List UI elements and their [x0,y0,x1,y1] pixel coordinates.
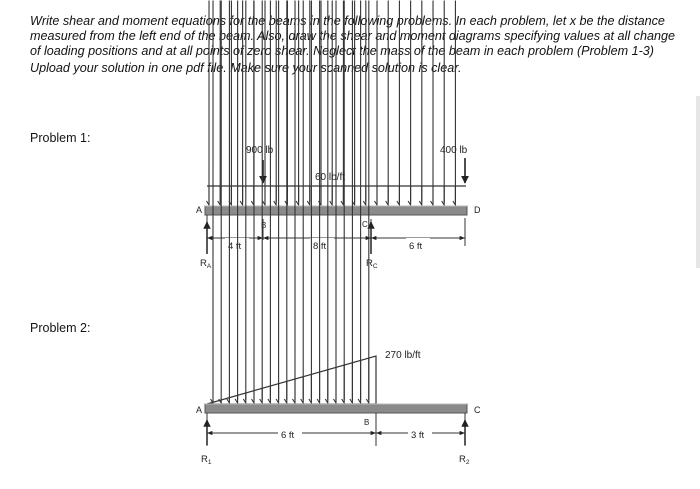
problem-2-diagram [196,1,481,467]
p1-distributed-load-label: 60 lb/ft [315,172,346,183]
problem-1-label: Problem 1: [30,131,91,145]
problem-1-diagram [196,1,481,271]
p1-dim-ab: 4 ft [228,241,242,252]
p1-load-arrow-head [251,1,254,206]
p1-load-arrow-head [240,1,243,206]
p1-load-arrow-head [363,1,366,206]
p2-reaction-2-label: $R_2$ [459,454,470,466]
p2-load-arrow-head [235,1,238,404]
p2-load-arrow-head [293,1,296,404]
p1-load-arrow-head [386,1,389,206]
p2-beam [205,404,467,413]
p2-load-arrow-head [334,1,337,404]
p1-load-arrow-head [296,1,299,206]
p1-point-d: D [474,205,481,215]
p2-load-arrow-head [358,1,361,404]
p2-load-arrow-head [227,1,230,404]
p2-load-arrow-head [260,1,263,404]
p2-point-a: A [196,405,203,415]
p2-dim-ab: 6 ft [281,430,295,441]
p2-distributed-load-label: 270 lb/ft [385,350,421,361]
p1-load-arrow-head [419,1,422,206]
p2-load-arrow-head [325,1,328,404]
p1-load-900-label: 900 lb [246,145,274,156]
p1-load-arrow-head [274,1,277,206]
p1-load-arrow-head [431,1,434,206]
instructions-paragraph: Write shear and moment equations for the beams in the following problems. In each problem, let x be the distance measured from the left end of the beam. Also, draw the shear and moment diagrams specifying values at all change of loading positions and at all points of zero shear. Neglect the mass of the beam in each problem (Problem 1-3) [30,14,675,59]
p2-load-arrow-head [268,1,271,404]
p1-dim-bc: 8 ft [313,241,327,252]
p1-load-arrow-head [453,1,456,206]
p1-point-c: C [362,220,368,229]
p1-reaction-a-label: $R_A$ [200,258,212,270]
p2-load-arrow-head [350,1,353,404]
p2-load-arrow-head [211,1,214,404]
p1-load-arrow-head [442,1,445,206]
p1-load-arrow-head [408,1,411,206]
p1-reaction-c-label: $R_C$ [366,258,378,270]
p2-point-c: C [474,405,481,415]
p1-load-arrow-head [307,1,310,206]
p1-load-400-label: 400 lb [440,145,468,156]
p2-load-arrow-head [301,1,304,404]
p1-point-a: A [196,205,203,215]
p2-reaction-1-label: $R_1$ [201,454,212,466]
upload-instructions: Upload your solution in one pdf file. Make sure your scanned solution is clear. [30,60,462,75]
p2-load-arrow-head [366,1,369,404]
p2-load-arrow-head [243,1,246,404]
p1-dim-cd: 6 ft [409,241,423,252]
p2-distributed-load [207,1,376,405]
p1-load-arrow-head [218,1,221,206]
p1-load-arrow-head [375,1,378,206]
p1-load-arrow-head [207,1,210,206]
p2-point-b: B [364,418,370,427]
p1-point-b: B [261,221,267,230]
p1-load-arrow-head [397,1,400,206]
p2-dim-bc: 3 ft [411,430,425,441]
problem-2-label: Problem 2: [30,321,91,335]
